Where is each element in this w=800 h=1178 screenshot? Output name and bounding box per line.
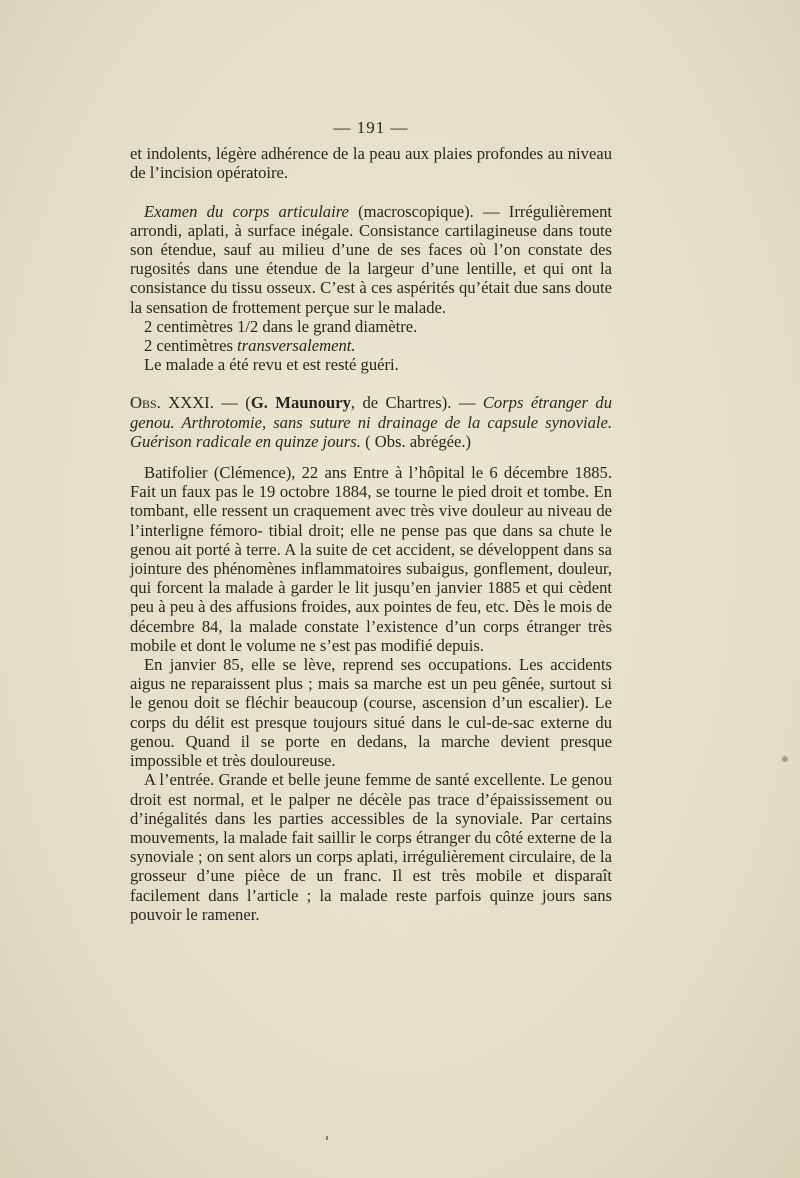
observation-heading [130,393,612,451]
page-body [130,118,612,924]
dimension-1: 2 centimètres 1/2 dans le grand diamètre. [144,316,418,336]
observation-note: ( Obs. abrégée.) [360,431,472,451]
exam-text: (macroscopique). — Irrégulièrement arrondi, aplati, à surface inégale. Consistance cartilagineuse dans toute son étendue, sauf au milieu d’une de ses faces où l’on constate des rugosités dans une étendue de la largeur d’une lentille, et qui ont la consistance du tissu osseux. C’est à ces aspérités qu’était due sans doute la sensation de frottement perçue sur le malade. [130,201,612,317]
page-number: — 191 — [333,118,409,137]
exam-label: Examen du corps articulaire [144,201,349,221]
dimension-2-prefix: 2 centimètres [144,336,238,356]
follow-up-line: Le malade a été revu et est resté guéri. [144,355,399,375]
case-paragraph-1: Batifolier (Clémence), 22 ans Entre à l’hôpital le 6 décembre 1885. Fait un faux pas le 19 octobre 1884, se tourne le pied droit et tombe. En tombant, elle ressent un craquement avec très vive douleur au niveau de l’interligne fémoro- tibial droit; elle ne pense pas que dans sa chute le genou ait porté à terre. A la suite de cet accident, se développent dans sa jointure des phénomènes inflammatoires subaigus, gonflement, douleur, qui forcent la malade à garder le lit jusqu’en janvier 1885 et qui cèdent peu à peu à des affusions froides, aux pointes de feu, etc. Dès le mois de décembre 84, la malade constate l’existence d’un corps étranger très mobile et dont le volume ne s’est pas modifié depuis. [130,463,612,655]
paper-speck [326,1136,328,1140]
dimension-2 [130,336,612,355]
exam-paragraph [130,202,612,317]
observation-author: G. Maunoury [250,393,351,413]
observation-dash: — ( [213,393,251,413]
observation-label: Obs. XXXI. [130,393,214,413]
case-paragraph-2: En janvier 85, elle se lève, reprend ses occupations. Les accidents aigus ne reparaissent plus ; mais sa marche est un peu gênée, surtout si le genou doit se fléchir beaucoup (course, ascension d’un escalier). Le corps du délit est presque toujours situé dans le cul-de-sac externe du genou. Quand il se porte en dedans, la marche devient presque impossible et très douloureuse. [130,655,612,771]
observation-place: , de Chartres). — [350,393,483,413]
paper-spot [782,756,788,762]
case-paragraph-3: A l’entrée. Grande et belle jeune femme de santé excellente. Le genou droit est normal, et le palper ne décèle pas trace d’épaississement ou d’inégalités dans les parties accessibles de la synoviale. Par certains mouvements, la malade fait saillir le corps étranger du côté externe de la synoviale ; on sent alors un corps aplati, irrégulièrement circulaire, de la grosseur d’une pièce de un franc. Il est très mobile et disparaît facilement dans l’article ; la malade reste parfois quinze jours sans pouvoir le ramener. [130,770,612,924]
intro-paragraph: et indolents, légère adhérence de la peau aux plaies profondes au niveau de l’incision opératoire. [130,144,612,183]
observation-title: Corps étranger du genou. Arthrotomie, sans suture ni drainage de la capsule synoviale. Guérison radicale en quinze jours. [130,393,612,451]
dimension-2-italic: transversalement. [237,336,356,356]
